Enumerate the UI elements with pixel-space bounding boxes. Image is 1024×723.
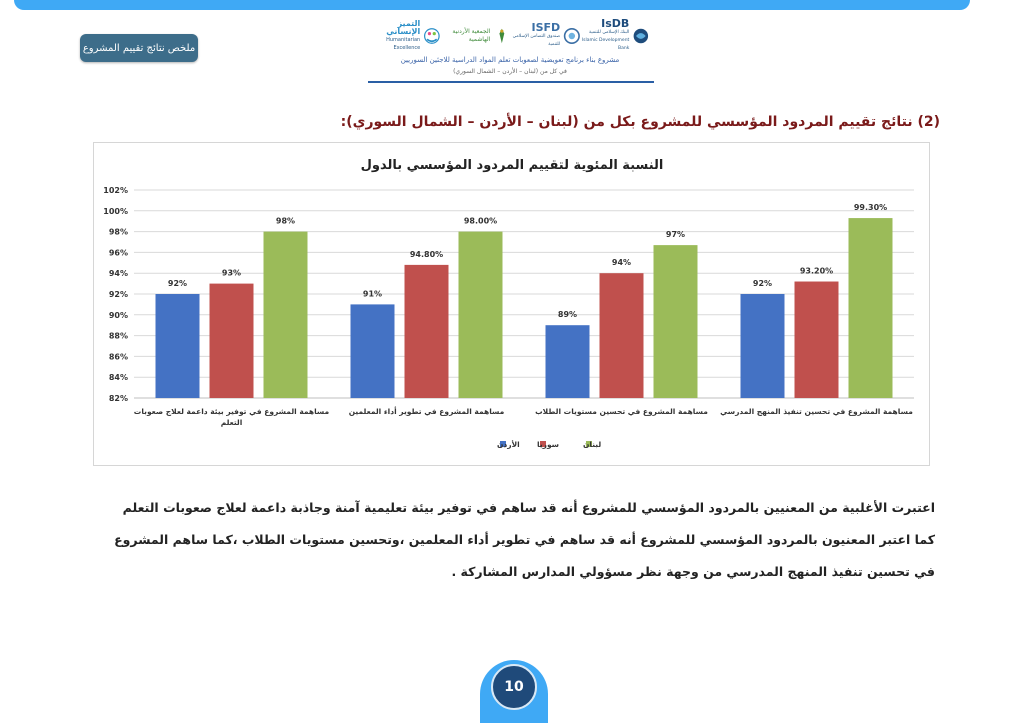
- bar: [849, 218, 893, 398]
- paragraph-line-2: كما اعتبر المعنيون بالمردود المؤسسي للمشروع أنه قد ساهم في تطوير أداء المعلمين ،وتحسين مستويات الطلاب ،كما ساهم المشروع: [114, 532, 935, 547]
- bar: [264, 232, 308, 398]
- project-subtitle: في كل من (لبنان – الأردن – الشمال السوري): [453, 68, 567, 75]
- isfd-logo-title: ISFD: [531, 20, 561, 34]
- bar: [741, 294, 785, 398]
- isdb-logo-title: IsDB: [601, 16, 630, 30]
- isdb-logo-sub: البنك الإسلامي للتنمية: [588, 29, 630, 35]
- data-label: 98%: [275, 216, 296, 226]
- x-tick-label: مساهمة المشروع في تطوير أداء المعلمين: [348, 407, 505, 416]
- bar: [405, 265, 449, 398]
- isfd-logo: [511, 20, 581, 49]
- isfd-mark-icon: [563, 25, 581, 47]
- bar: [795, 282, 839, 398]
- y-tick-label: 94%: [108, 269, 128, 279]
- section-heading: (2) نتائج تقييم المردود المؤسسي للمشروع بكل من (لبنان – الأردن – الشمال السوري):: [340, 114, 940, 130]
- data-label: 91%: [362, 289, 383, 299]
- y-tick-label: 86%: [108, 352, 128, 362]
- y-tick-label: 90%: [108, 310, 128, 320]
- excellence-mark-icon: [423, 25, 441, 47]
- isdb-mark-icon: [632, 25, 650, 47]
- chart-title: النسبة المئوية لتقييم المردود المؤسسي بالدول: [360, 158, 664, 173]
- data-label: 92%: [167, 279, 188, 288]
- project-title: مشروع بناء برنامج تعويضية لصعوبات تعلم المواد الدراسية للاجئين السوريين: [400, 56, 620, 64]
- legend-label: الأردن: [497, 440, 520, 449]
- data-label: 93%: [221, 268, 242, 278]
- data-label: 97%: [665, 230, 686, 240]
- x-tick-label: مساهمة المشروع في تحسين تنفيذ المنهج المدرسي: [720, 407, 913, 416]
- header-divider: [368, 81, 654, 83]
- data-label: 99.30%: [853, 203, 888, 213]
- paragraph-line-1: اعتبرت الأغلبية من المعنيين بالمردود المؤسسي للمشروع أنه قد ساهم في توفير بيئة تعليمية آمنة وجاذبة داعمة لعلاج صعوبات التعلم: [122, 500, 935, 515]
- isdb-logo: [581, 16, 650, 53]
- x-tick-label: مساهمة المشروع في توفير بيئة داعمة لعلاج صعوبات: [133, 407, 330, 416]
- legend-label: لبنان: [583, 440, 602, 449]
- bar-chart-svg: [94, 143, 931, 467]
- chart-y-axis: [103, 186, 128, 403]
- page-number: 10: [491, 664, 537, 710]
- sponsor-logo-title: الجمعية الأردنية الهاشمية: [452, 28, 491, 43]
- sponsor-mark-icon: [493, 25, 511, 47]
- data-label: 98.00%: [463, 216, 498, 226]
- y-tick-label: 98%: [108, 227, 128, 237]
- isdb-logo-sub-en: Islamic Development Bank: [581, 37, 630, 51]
- legend-label: سوريا: [537, 440, 560, 449]
- x-tick-label: التعلم: [220, 418, 243, 427]
- chart-x-axis: [134, 406, 913, 427]
- y-tick-label: 100%: [103, 206, 128, 216]
- bar: [654, 245, 698, 398]
- humanitarian-excellence-logo: [370, 20, 441, 52]
- chart-legend: [497, 440, 601, 449]
- y-tick-label: 96%: [108, 248, 128, 258]
- bar: [210, 284, 254, 398]
- y-tick-label: 102%: [103, 186, 128, 195]
- excellence-logo-sub: Humanitarian Excellence: [386, 37, 421, 51]
- chart-bars: [156, 218, 893, 398]
- partner-logos: [370, 18, 650, 54]
- bar-chart: [93, 142, 930, 466]
- sponsor-logo: [441, 25, 511, 47]
- bar: [459, 232, 503, 398]
- data-label: 89%: [557, 310, 578, 320]
- y-tick-label: 88%: [108, 331, 128, 341]
- data-label: 94%: [611, 258, 632, 268]
- top-accent-bar: [14, 0, 970, 10]
- bar: [600, 273, 644, 398]
- y-tick-label: 84%: [108, 373, 128, 383]
- data-label: 93.20%: [799, 266, 834, 276]
- excellence-logo-title: التميز الإنساني: [386, 19, 421, 36]
- data-label: 92%: [752, 279, 773, 288]
- isfd-logo-sub: صندوق التضامن الإسلامي للتنمية: [512, 33, 561, 47]
- summary-badge[interactable]: ملخص نتائج تقييم المشروع: [80, 34, 198, 62]
- bar: [546, 325, 590, 398]
- data-label: 94.80%: [409, 249, 444, 259]
- paragraph-line-3: في تحسين تنفيذ المنهج المدرسي من وجهة نظر مسؤولي المدارس المشاركة .: [451, 564, 935, 579]
- x-tick-label: مساهمة المشروع في تحسين مستويات الطلاب: [535, 407, 708, 416]
- bar: [156, 294, 200, 398]
- y-tick-label: 82%: [108, 394, 128, 403]
- body-paragraph: [95, 492, 935, 588]
- y-tick-label: 92%: [108, 290, 128, 299]
- bar: [351, 304, 395, 398]
